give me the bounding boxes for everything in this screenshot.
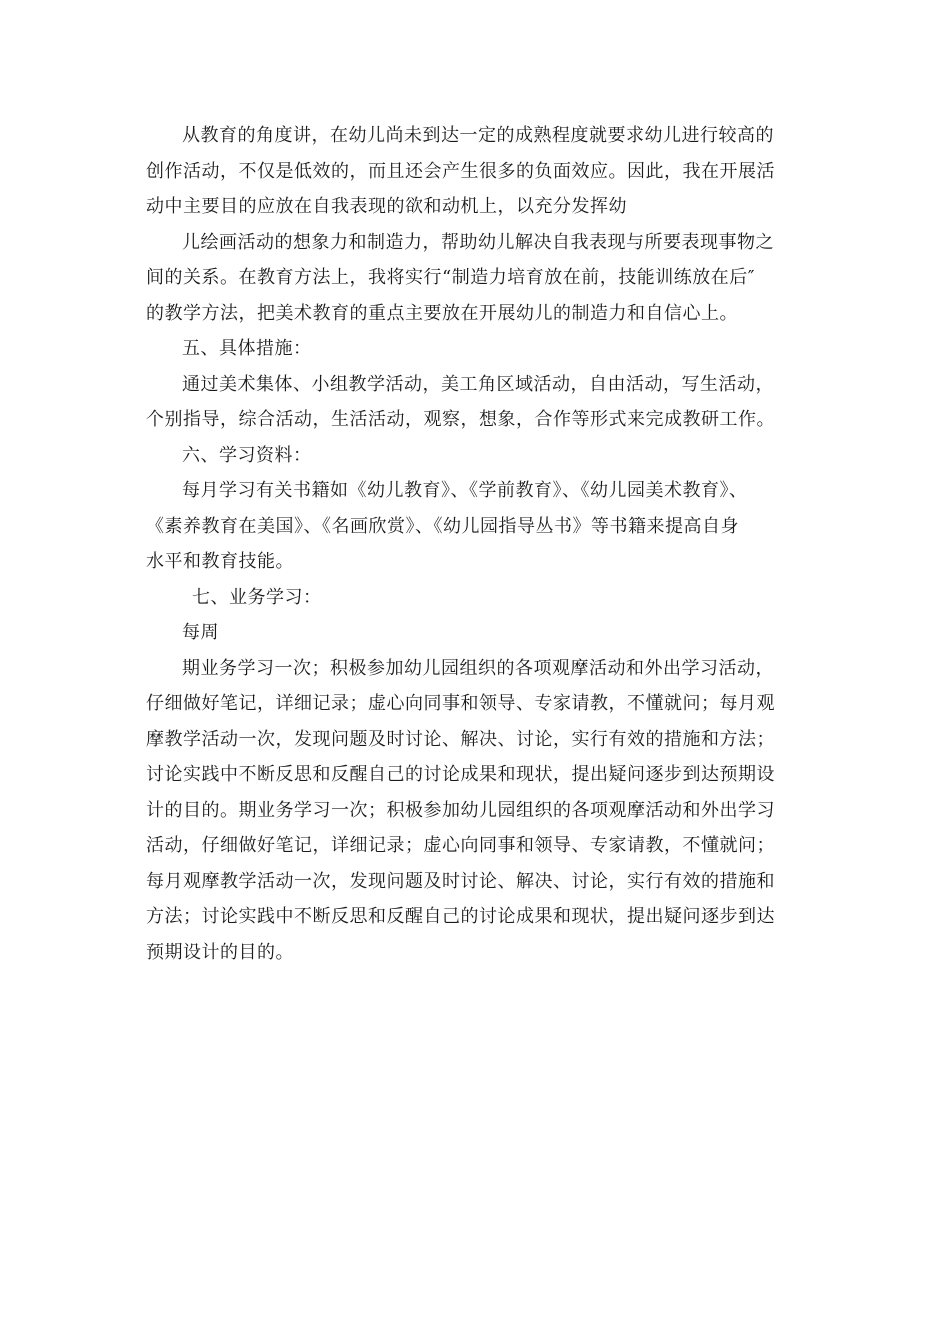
paragraph-weekly — [146, 615, 806, 651]
text-line: 计的目的。期业务学习一次；积极参加幼儿园组织的各项观摩活动和外出学习 — [146, 799, 775, 821]
text-line: 每周 — [182, 622, 219, 643]
text-line: 水平和教育技能。 — [146, 551, 294, 572]
text-line: 从教育的角度讲，在幼儿尚未到达一定的成熟程度就要求幼儿进行较高的 — [182, 125, 774, 146]
paragraph-books — [146, 473, 806, 580]
document-body — [146, 118, 806, 970]
text-line: 个别指导，综合活动，生活活动，观察，想象，合作等形式来完成教研工作。 — [146, 409, 775, 430]
section-heading: 五、具体措施： — [182, 338, 312, 359]
paragraph-education-angle — [146, 118, 806, 225]
text-line: 间的关系。在教育方法上，我将实行“制造力培育放在前，技能训练放在后″ — [146, 267, 755, 288]
text-line: 仔细做好笔记，详细记录；虚心向同事和领导、专家请教，不懂就问；每月观 — [146, 693, 775, 714]
text-line: 每月学习有关书籍如《幼儿教育》、《学前教育》、《幼儿园美术教育》、 — [182, 480, 748, 501]
text-line: 的教学方法，把美术教育的重点主要放在开展幼儿的制造力和自信心上。 — [146, 302, 738, 324]
heading-specific-measures — [146, 331, 806, 367]
paragraph-study-activities — [146, 651, 806, 971]
text-line: 《素养教育在美国》、《名画欣赏》、《幼儿园指导丛书》等书籍来提高自身 — [146, 515, 739, 537]
text-line: 方法；讨论实践中不断反思和反醒自己的讨论成果和现状，提出疑问逐步到达 — [146, 906, 775, 927]
text-line: 每月观摩教学活动一次，发现问题及时讨论、解决、讨论，实行有效的措施和 — [146, 870, 775, 892]
text-line: 讨论实践中不断反思和反醒自己的讨论成果和现状，提出疑问逐步到达预期设 — [146, 764, 775, 785]
text-line: 创作活动，不仅是低效的，而且还会产生很多的负面效应。因此，我在开展活 — [146, 160, 775, 182]
text-line: 预期设计的目的。 — [146, 941, 294, 963]
text-line: 动中主要目的应放在自我表现的欲和动机上，以充分发挥幼 — [146, 196, 627, 217]
text-line: 期业务学习一次；积极参加幼儿园组织的各项观摩活动和外出学习活动， — [182, 657, 774, 679]
paragraph-imagination — [146, 225, 806, 332]
heading-professional-study — [146, 580, 806, 616]
heading-study-materials — [146, 438, 806, 474]
text-line: 儿绘画活动的想象力和制造力，帮助幼儿解决自我表现与所要表现事物之 — [182, 231, 774, 253]
text-line: 通过美术集体、小组教学活动，美工角区域活动，自由活动，写生活动， — [182, 373, 774, 395]
text-line: 活动，仔细做好笔记，详细记录；虚心向同事和领导、专家请教，不懂就问； — [146, 835, 775, 856]
section-heading: 六、学习资料： — [182, 444, 312, 466]
text-line: 摩教学活动一次，发现问题及时讨论、解决、讨论，实行有效的措施和方法； — [146, 728, 775, 750]
section-heading: 七、业务学习： — [192, 586, 322, 608]
paragraph-measures — [146, 367, 806, 438]
